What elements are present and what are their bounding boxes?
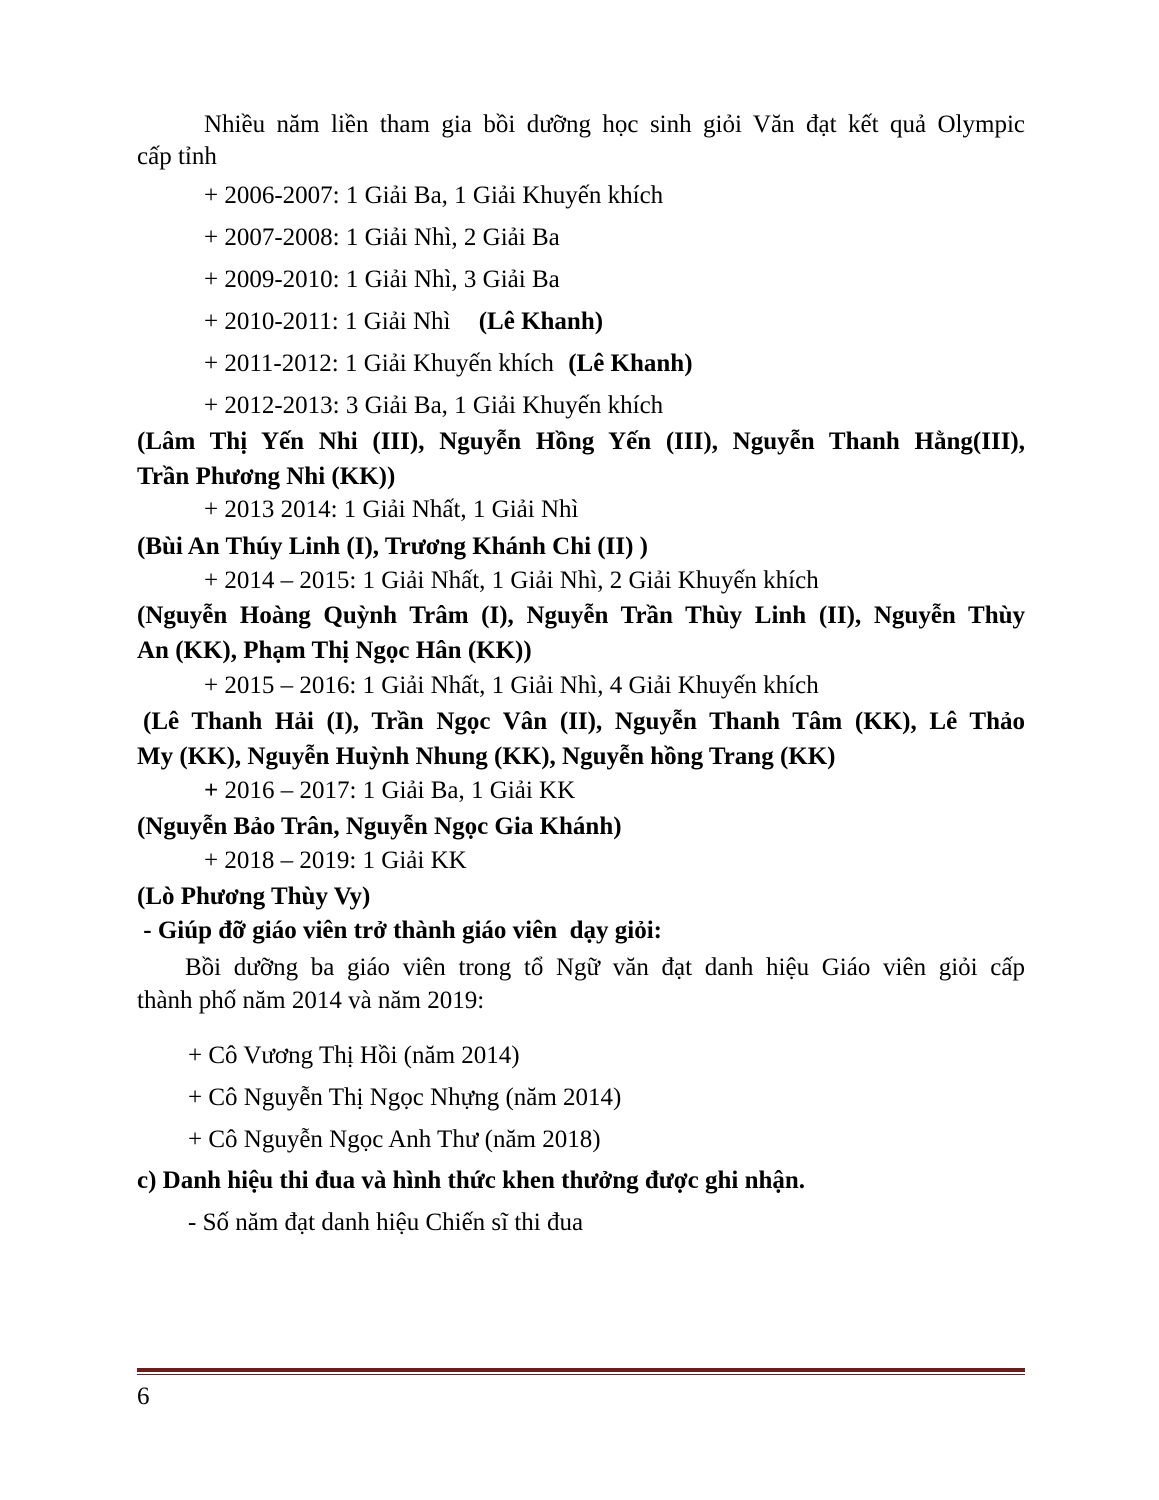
- teacher-item-3: + Cô Nguyễn Ngọc Anh Thư (năm 2018): [188, 1126, 601, 1153]
- teacher-item-1: + Cô Vương Thị Hồi (năm 2014): [188, 1042, 520, 1069]
- names-2013: (Bùi An Thúy Linh (I), Trương Khánh Chi (II) ): [137, 533, 648, 560]
- intro-line-2: cấp tỉnh: [137, 143, 217, 170]
- names-2012-line-1: (Lâm Thị Yến Nhi (III), Nguyễn Hồng Yến (III), Nguyễn Thanh Hằng(III),: [137, 428, 1025, 455]
- result-2018: + 2018 – 2019: 1 Giải KK: [204, 847, 467, 874]
- result-2010-text: + 2010-2011: 1 Giải Nhì: [204, 308, 451, 335]
- names-2014-line-1: (Nguyễn Hoàng Quỳnh Trâm (I), Nguyễn Trần Thùy Linh (II), Nguyễn Thùy: [137, 602, 1025, 629]
- result-2006: + 2006-2007: 1 Giải Ba, 1 Giải Khuyến khích: [204, 182, 664, 209]
- result-2011: [204, 349, 693, 379]
- footer-rule-thick: [137, 1368, 1025, 1372]
- result-2013: + 2013 2014: 1 Giải Nhất, 1 Giải Nhì: [204, 496, 579, 523]
- teacher-para-line-2: thành phố năm 2014 và năm 2019:: [137, 987, 485, 1014]
- names-2018: (Lò Phương Thùy Vy): [137, 883, 371, 910]
- names-2015-line-1: (Lê Thanh Hải (I), Trần Ngọc Vân (II), Nguyễn Thanh Tâm (KK), Lê Thảo: [143, 708, 1025, 735]
- result-2016-text: 2016 – 2017: 1 Giải Ba, 1 Giải KK: [218, 777, 576, 804]
- intro-line-1: Nhiều năm liền tham gia bồi dưỡng học sinh giỏi Văn đạt kết quả Olympic: [204, 111, 1025, 138]
- teacher-para-line-1: Bồi dưỡng ba giáo viên trong tổ Ngữ văn đạt danh hiệu Giáo viên giỏi cấp: [185, 954, 1025, 981]
- emulation-line: - Số năm đạt danh hiệu Chiến sĩ thi đua: [188, 1209, 584, 1236]
- names-2015-line-2: My (KK), Nguyễn Huỳnh Nhung (KK), Nguyễn hồng Trang (KK): [137, 743, 836, 770]
- result-2016-plus: +: [204, 777, 219, 804]
- result-2014: + 2014 – 2015: 1 Giải Nhất, 1 Giải Nhì, 2 Giải Khuyến khích: [204, 567, 819, 594]
- footer-rule-thin: [137, 1374, 1025, 1375]
- result-2010-student: (Lê Khanh): [478, 308, 604, 335]
- result-2010: [204, 307, 603, 337]
- page-number: 6: [137, 1383, 150, 1410]
- result-2007: + 2007-2008: 1 Giải Nhì, 2 Giải Ba: [204, 224, 560, 251]
- teacher-heading: - Giúp đỡ giáo viên trở thành giáo viên dạy giỏi:: [137, 917, 662, 944]
- result-2011-text: + 2011-2012: 1 Giải Khuyến khích: [204, 350, 554, 377]
- result-2012: + 2012-2013: 3 Giải Ba, 1 Giải Khuyến khích: [204, 392, 664, 419]
- result-2009: + 2009-2010: 1 Giải Nhì, 3 Giải Ba: [204, 266, 560, 293]
- names-2016: (Nguyễn Bảo Trân, Nguyễn Ngọc Gia Khánh): [137, 813, 622, 840]
- result-2011-student: (Lê Khanh): [568, 350, 693, 377]
- names-2014-line-2: An (KK), Phạm Thị Ngọc Hân (KK)): [137, 637, 532, 664]
- names-2012-line-2: Trần Phương Nhi (KK)): [137, 463, 396, 490]
- result-2016: [204, 776, 575, 806]
- teacher-item-2: + Cô Nguyễn Thị Ngọc Nhựng (năm 2014): [188, 1084, 622, 1111]
- result-2015: + 2015 – 2016: 1 Giải Nhất, 1 Giải Nhì, 4 Giải Khuyến khích: [204, 672, 819, 699]
- section-c-heading: c) Danh hiệu thi đua và hình thức khen thưởng được ghi nhận.: [137, 1167, 806, 1194]
